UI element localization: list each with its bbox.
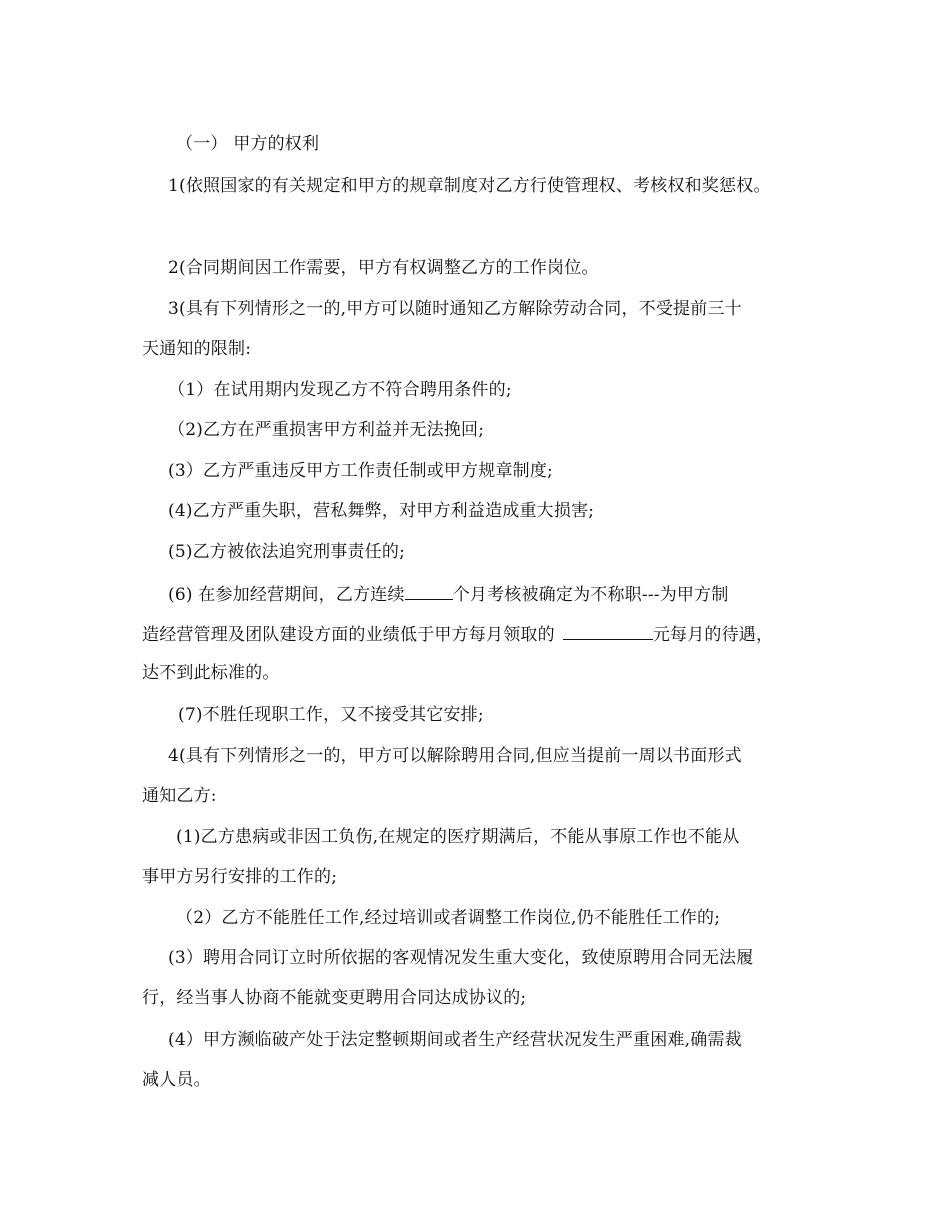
clause-3-line-2: 天通知的限制: xyxy=(142,339,252,359)
clause-3-line-1: 3(具有下列情形之一的,甲方可以随时通知乙方解除劳动合同，不受提前三十 xyxy=(168,299,742,319)
clause-3-sub-6-text-b: 个月考核被确定为不称职---为甲方制 xyxy=(452,585,729,605)
clause-4-line-1: 4(具有下列情形之一的，甲方可以解除聘用合同,但应当提前一周以书面形式 xyxy=(168,746,742,766)
clause-3-sub-7: (7)不胜任现职工作，又不接受其它安排; xyxy=(178,705,484,725)
clause-3-sub-6-text-d: 元每月的待遇， xyxy=(652,625,774,645)
amount-blank xyxy=(563,623,653,640)
clause-3-sub-3: (3）乙方严重违反甲方工作责任制或甲方规章制度; xyxy=(168,461,553,481)
clause-3-sub-6-text-c: 造经营管理及团队建设方面的业绩低于甲方每月领取的 xyxy=(142,625,555,645)
clause-2: 2(合同期间因工作需要，甲方有权调整乙方的工作岗位。 xyxy=(168,258,599,278)
clause-3-sub-6-line-1 xyxy=(168,583,729,605)
clause-4-line-2: 通知乙方: xyxy=(142,786,217,806)
clause-3-sub-6-text-a: (6) 在参加经营期间，乙方连续 xyxy=(168,585,405,605)
clause-3-sub-6-line-3: 达不到此标准的。 xyxy=(142,663,280,683)
clause-4-sub-1-line-2: 事甲方另行安排的工作的; xyxy=(142,867,338,887)
clause-3-sub-2: （2)乙方在严重损害甲方利益并无法挽回; xyxy=(168,420,485,440)
clause-3-sub-5: (5)乙方被依法追究刑事责任的; xyxy=(168,542,406,562)
clause-1: 1(依照国家的有关规定和甲方的规章制度对乙方行使管理权、考核权和奖惩权。 xyxy=(168,176,771,196)
clause-4-sub-4-line-2: 减人员。 xyxy=(142,1070,211,1090)
clause-3-sub-6-line-2 xyxy=(142,623,773,645)
clause-3-sub-1: （1）在试用期内发现乙方不符合聘用条件的; xyxy=(168,380,512,400)
clause-4-sub-1-line-1: (1)乙方患病或非因工负伤,在规定的医疗期满后，不能从事原工作也不能从 xyxy=(176,827,740,847)
clause-4-sub-3-line-1: (3）聘用合同订立时所依据的客观情况发生重大变化，致使原聘用合同无法履 xyxy=(168,948,754,968)
section-heading: （一） 甲方的权利 xyxy=(176,134,320,154)
clause-4-sub-4-line-1: (4）甲方濒临破产处于法定整顿期间或者生产经营状况发生严重困难,确需裁 xyxy=(168,1030,742,1050)
months-blank xyxy=(405,583,453,600)
clause-3-sub-4: (4)乙方严重失职，营私舞弊，对甲方利益造成重大损害; xyxy=(168,501,595,521)
clause-4-sub-3-line-2: 行，经当事人协商不能就变更聘用合同达成协议的; xyxy=(142,988,527,1008)
clause-4-sub-2: （2）乙方不能胜任工作,经过培训或者调整工作岗位,仍不能胜任工作的; xyxy=(176,908,721,928)
